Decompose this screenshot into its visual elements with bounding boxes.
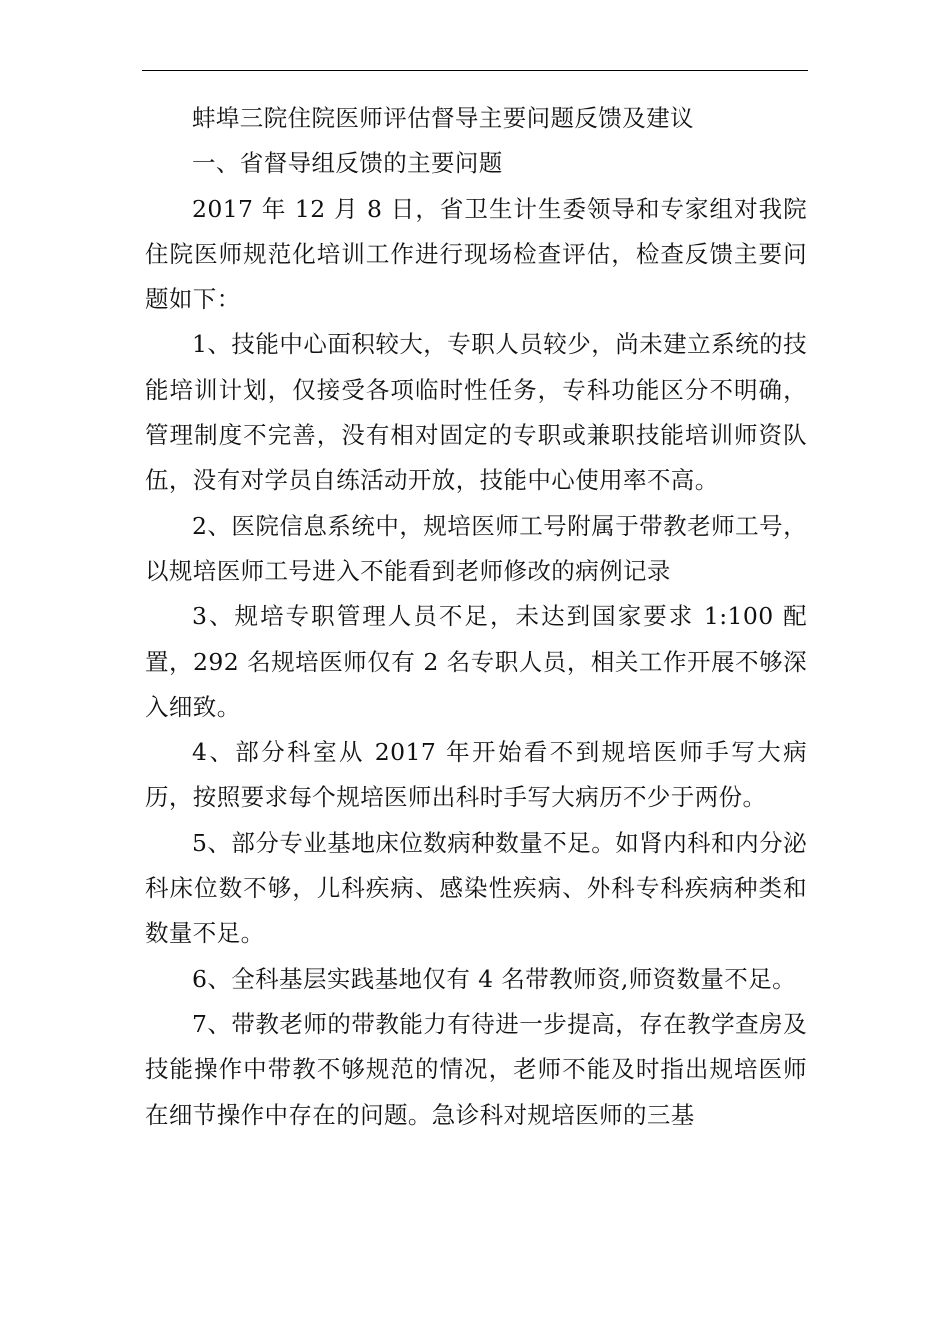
document-body bbox=[145, 96, 807, 1138]
document-title: 蚌埠三院住院医师评估督导主要问题反馈及建议 bbox=[192, 104, 694, 132]
paragraph-item-3: 3、规培专职管理人员不足，未达到国家要求 1:100 配置，292 名规培医师仅有 2 名专职人员，相关工作开展不够深入细致。 bbox=[145, 602, 807, 721]
paragraph-item-2: 2、医院信息系统中，规培医师工号附属于带教老师工号，以规培医师工号进入不能看到老师修改的病例记录 bbox=[145, 511, 807, 585]
paragraph-item-1: 1、技能中心面积较大，专职人员较少，尚未建立系统的技能培训计划，仅接受各项临时性任务，专科功能区分不明确，管理制度不完善，没有相对固定的专职或兼职技能培训师资队伍，没有对学员自练活动开放，技能中心使用率不高。 bbox=[145, 330, 807, 495]
paragraph-item-5: 5、部分专业基地床位数病种数量不足。如肾内科和内分泌科床位数不够，儿科疾病、感染性疾病、外科专科疾病种类和数量不足。 bbox=[145, 828, 807, 948]
paragraph-intro: 2017 年 12 月 8 日，省卫生计生委领导和专家组对我院住院医师规范化培训工作进行现场检查评估，检查反馈主要问题如下： bbox=[145, 194, 807, 314]
header-rule bbox=[142, 70, 808, 71]
paragraph-item-4: 4、部分科室从 2017 年开始看不到规培医师手写大病历，按照要求每个规培医师出科时手写大病历不少于两份。 bbox=[145, 738, 807, 812]
section-heading: 一、省督导组反馈的主要问题 bbox=[192, 149, 503, 178]
paragraph-item-6: 6、全科基层实践基地仅有 4 名带教师资,师资数量不足。 bbox=[192, 964, 797, 993]
paragraph-item-7: 7、带教老师的带教能力有待进一步提高，存在教学查房及技能操作中带教不够规范的情况，老师不能及时指出规培医师在细节操作中存在的问题。急诊科对规培医师的三基 bbox=[145, 1009, 807, 1129]
